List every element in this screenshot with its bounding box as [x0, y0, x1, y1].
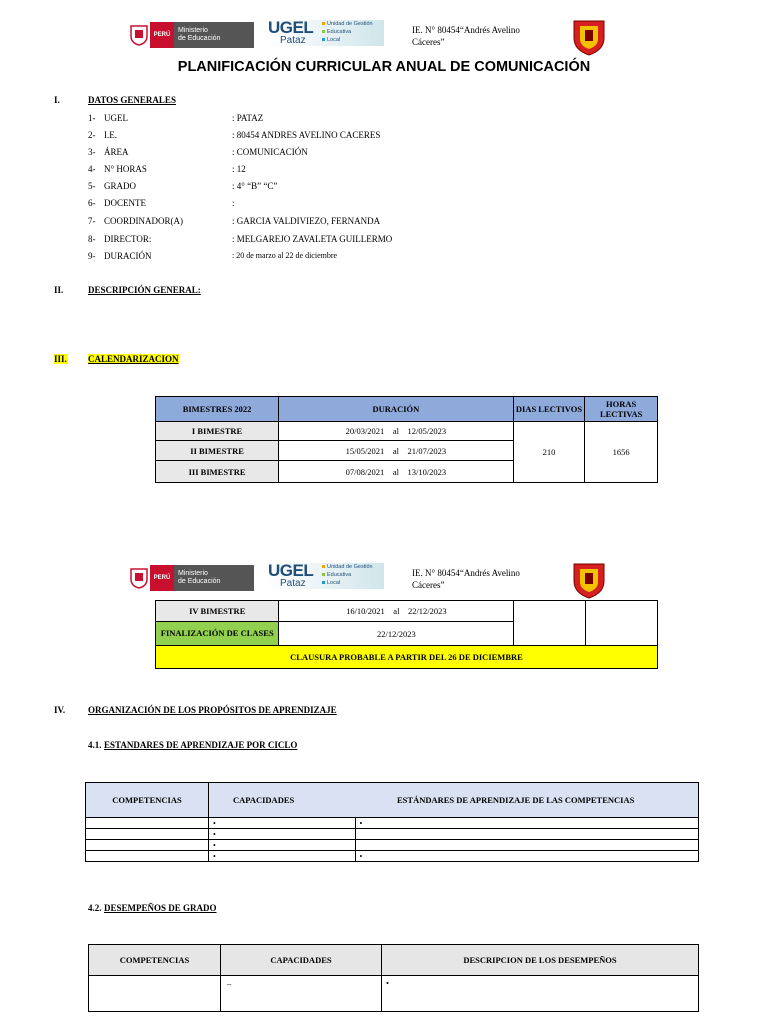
- datos-row: [88, 181, 277, 193]
- peru-label: PERÚ: [150, 22, 174, 48]
- ministry-line2: de Educación: [178, 578, 221, 585]
- row-number: 8-: [88, 234, 96, 244]
- row-number: 7-: [88, 216, 96, 226]
- datos-row: [88, 216, 380, 228]
- finalizacion-label: FINALIZACIÓN DE CLASES: [156, 622, 279, 646]
- bimestre-cell: II BIMESTRE: [156, 441, 279, 461]
- row-label: I.E.: [104, 130, 117, 140]
- section-title: CALENDARIZACION: [88, 354, 179, 364]
- row-label: UGEL: [104, 113, 128, 123]
- bullet: •: [209, 829, 356, 840]
- datos-row: [88, 164, 246, 176]
- ie-name: IE. N° 80454“Andrés Avelino Cáceres”: [412, 25, 520, 47]
- row-label: N° HORAS: [104, 164, 147, 174]
- horas-cell: 1656: [585, 422, 658, 483]
- ugel-list-item: Unidad de Gestión: [322, 563, 373, 571]
- subsection-title: ESTANDARES DE APRENDIZAJE POR CICLO: [104, 740, 298, 750]
- datos-row: [88, 130, 380, 142]
- ministry-line1: Ministerio: [178, 27, 208, 34]
- row-value: :: [232, 198, 235, 208]
- ministry-line2: de Educación: [178, 35, 221, 42]
- table-header: CAPACIDADES: [209, 783, 356, 818]
- dash: –: [221, 976, 382, 1012]
- bimestre-cell: III BIMESTRE: [156, 461, 279, 483]
- section-number: III.: [54, 354, 67, 364]
- ugel-word: UGEL: [268, 561, 314, 580]
- page-title: PLANIFICACIÓN CURRICULAR ANUAL DE COMUNICACIÓN: [177, 59, 591, 75]
- row-number: 3-: [88, 147, 96, 157]
- ugel-list-item: Educativa: [322, 28, 373, 36]
- row-value: : COMUNICACIÓN: [232, 147, 308, 157]
- table-row: [156, 646, 658, 669]
- table-row: [86, 829, 699, 840]
- table-header: CAPACIDADES: [221, 945, 382, 976]
- table-header: DESCRIPCION DE LOS DESEMPEÑOS: [382, 945, 699, 976]
- row-value: : 12: [232, 164, 246, 174]
- table-row: [86, 818, 699, 829]
- ugel-list-item: Local: [322, 579, 373, 587]
- row-value: : 80454 ANDRES AVELINO CACERES: [232, 130, 381, 140]
- finalizacion-date: 22/12/2023: [279, 622, 514, 646]
- row-value: : 20 de marzo al 22 de diciembre: [232, 251, 338, 260]
- table-row: [86, 851, 699, 862]
- table-row: [86, 840, 699, 851]
- section-title: DESCRIPCIÓN GENERAL:: [88, 285, 201, 295]
- ie-name: IE. N° 80454“Andrés Avelino Cáceres”: [412, 568, 520, 590]
- row-value: : GARCIA VALDIVIEZO, FERNANDA: [232, 216, 381, 226]
- table-header: COMPETENCIAS: [89, 945, 221, 976]
- subsection-title: DESEMPEÑOS DE GRADO: [104, 903, 217, 913]
- table-row: [89, 976, 699, 1012]
- ugel-word: UGEL: [268, 18, 314, 37]
- minedu-logo: [128, 565, 254, 591]
- table-row: [156, 422, 658, 441]
- bullet: •: [209, 851, 356, 862]
- duration-cell: 15/05/2021 al 21/07/2023: [279, 441, 513, 461]
- table-header: ESTÁNDARES DE APRENDIZAJE DE LAS COMPETENCIAS: [355, 783, 699, 818]
- clausura-banner: CLAUSURA PROBABLE A PARTIR DEL 26 DE DICIEMBRE: [156, 646, 658, 669]
- section-number: I.: [54, 95, 60, 105]
- section-title: ORGANIZACIÓN DE LOS PROPÓSITOS DE APRENDIZAJE: [88, 705, 337, 715]
- section-number: IV.: [54, 705, 66, 715]
- section-number: II.: [54, 285, 64, 295]
- row-number: 9-: [88, 251, 96, 261]
- table-header: BIMESTRES 2022: [156, 397, 279, 422]
- ministry-line1: Ministerio: [178, 570, 208, 577]
- section-title: DATOS GENERALES: [88, 95, 176, 105]
- ugel-list-item: Educativa: [322, 571, 373, 579]
- table-header: DIAS LECTIVOS: [513, 397, 585, 422]
- row-number: 5-: [88, 181, 96, 191]
- subsection-number: 4.2.: [88, 903, 102, 913]
- peru-label: PERÚ: [150, 565, 174, 591]
- table-header: COMPETENCIAS: [86, 783, 209, 818]
- row-value: : 4° “B” “C”: [232, 181, 278, 191]
- bullet: •: [209, 818, 356, 829]
- ugel-logo: [266, 20, 384, 46]
- standards-table: [85, 782, 699, 862]
- calendar-table-continued: [155, 600, 658, 669]
- ugel-list-item: Local: [322, 36, 373, 44]
- desempenos-table: [88, 944, 699, 1012]
- peru-shield-icon: [128, 565, 150, 591]
- school-crest-icon: [572, 18, 606, 56]
- bullet: •: [382, 976, 699, 1012]
- bullet: •: [355, 818, 699, 829]
- row-label: COORDINADOR(A): [104, 216, 183, 226]
- subsection-number: 4.1.: [88, 740, 102, 750]
- row-label: DOCENTE: [104, 198, 146, 208]
- datos-row: [88, 234, 392, 246]
- bullet: •: [355, 851, 699, 862]
- dias-cell: 210: [513, 422, 585, 483]
- datos-row: [88, 147, 308, 159]
- datos-row: [88, 251, 337, 263]
- row-value: : MELGAREJO ZAVALETA GUILLERMO: [232, 234, 393, 244]
- ugel-list-item: Unidad de Gestión: [322, 20, 373, 28]
- row-label: GRADO: [104, 181, 137, 191]
- table-header: DURACIÓN: [279, 397, 513, 422]
- row-label: DIRECTOR:: [104, 234, 152, 244]
- row-number: 4-: [88, 164, 96, 174]
- peru-shield-icon: [128, 22, 150, 48]
- table-header: HORAS LECTIVAS: [585, 397, 658, 422]
- duration-cell: 16/10/2021 al 22/12/2023: [279, 601, 514, 622]
- row-number: 6-: [88, 198, 96, 208]
- ugel-logo: [266, 563, 384, 589]
- datos-row: [88, 113, 263, 125]
- ugel-sub: Pataz: [280, 578, 306, 589]
- duration-cell: 20/03/2021 al 12/05/2023: [279, 422, 513, 441]
- bimestre-cell: I BIMESTRE: [156, 422, 279, 441]
- calendar-table: [155, 396, 658, 483]
- ugel-sub: Pataz: [280, 35, 306, 46]
- row-label: ÁREA: [104, 147, 129, 157]
- datos-row: [88, 198, 235, 210]
- row-value: : PATAZ: [232, 113, 264, 123]
- row-label: DURACIÓN: [104, 251, 152, 261]
- minedu-logo: [128, 22, 254, 48]
- school-crest-icon: [572, 561, 606, 599]
- bimestre-cell: IV BIMESTRE: [156, 601, 279, 622]
- row-number: 2-: [88, 130, 96, 140]
- row-number: 1-: [88, 113, 96, 123]
- bullet: •: [209, 840, 356, 851]
- table-row: [156, 601, 658, 622]
- duration-cell: 07/08/2021 al 13/10/2023: [279, 461, 513, 483]
